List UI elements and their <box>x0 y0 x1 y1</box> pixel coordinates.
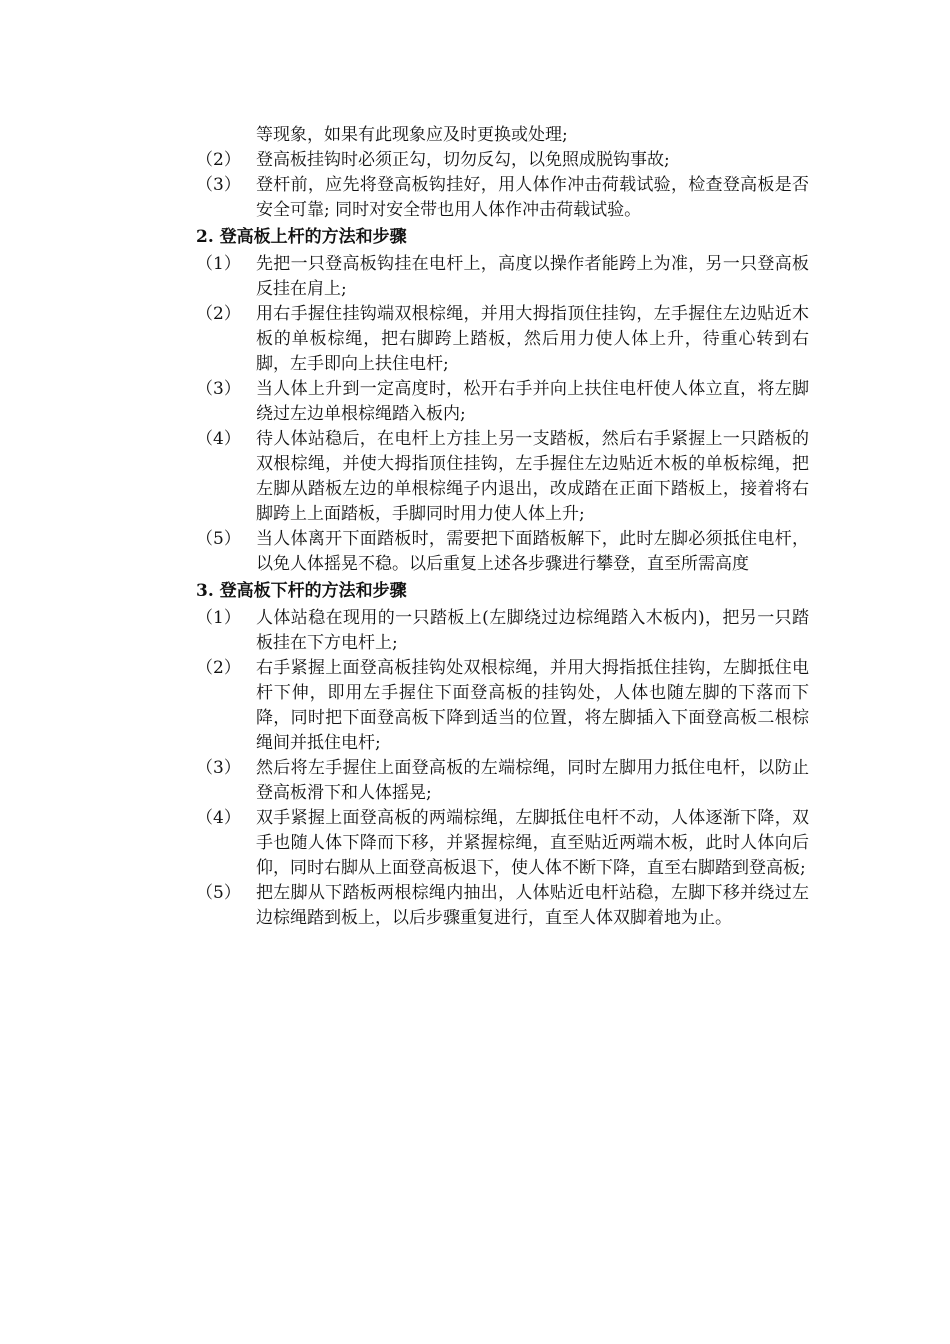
item-text: 然后将左手握住上面登高板的左端棕绳，同时左脚用力抵住电杆，以防止登高板滑下和人体摇晃; <box>256 758 809 803</box>
item-number: （2） <box>196 304 241 324</box>
item-number: （3） <box>196 379 241 399</box>
list-item <box>196 656 816 756</box>
item-text: 先把一只登高板钩挂在电杆上，高度以操作者能跨上为准，另一只登高板反挂在肩上; <box>256 254 809 299</box>
item-number: （1） <box>196 254 241 274</box>
section-heading-descend: 3. 登高板下杆的方法和步骤 <box>196 581 407 601</box>
item-text: 当人体上升到一定高度时，松开右手并向上扶住电杆使人体立直，将左脚绕过左边单根棕绳踏入板内; <box>256 379 809 424</box>
list-item <box>196 427 816 527</box>
item-number: （4） <box>196 808 241 828</box>
list-item <box>196 527 816 577</box>
item-number: （4） <box>196 429 241 449</box>
item-text: 待人体站稳后，在电杆上方挂上另一支踏板，然后右手紧握上一只踏板的双根棕绳，并使大拇指顶住挂钩，左手握住左边贴近木板的单板棕绳，把左脚从踏板左边的单根棕绳子内退出，改成踏在正面下踏板上，接着将右脚跨上上面踏板，手脚同时用力使人体上升; <box>256 429 809 524</box>
list-item <box>196 881 816 931</box>
item-text: 右手紧握上面登高板挂钩处双根棕绳，并用大拇指抵住挂钩，左脚抵住电杆下伸，即用左手握住下面登高板的挂钩处，人体也随左脚的下落而下降，同时把下面登高板下降到适当的位置，将左脚插入下面登高板二根棕绳间并抵住电杆; <box>256 658 809 753</box>
paragraph-continuation: 等现象，如果有此现象应及时更换或处理; <box>256 125 568 145</box>
list-item <box>196 606 816 656</box>
section-heading-ascend: 2. 登高板上杆的方法和步骤 <box>196 227 407 247</box>
item-text: 用右手握住挂钩端双根棕绳，并用大拇指顶住挂钩，左手握住左边贴近木板的单板棕绳，把右脚跨上踏板，然后用力使人体上升，待重心转到右脚，左手即向上扶住电杆; <box>256 304 809 374</box>
item-number: （5） <box>196 529 241 549</box>
item-number: （2） <box>196 658 241 678</box>
item-text: 登杆前，应先将登高板钩挂好，用人体作冲击荷载试验，检查登高板是否安全可靠; 同时对安全带也用人体作冲击荷载试验。 <box>256 175 809 220</box>
item-number: （3） <box>196 175 241 195</box>
list-item <box>196 173 816 223</box>
list-item <box>196 806 816 881</box>
item-number: （5） <box>196 883 241 903</box>
item-text: 把左脚从下踏板两根棕绳内抽出，人体贴近电杆站稳，左脚下移并绕过左边棕绳踏到板上，以后步骤重复进行，直至人体双脚着地为止。 <box>256 883 809 928</box>
list-item <box>196 252 816 302</box>
item-text: 当人体离开下面踏板时，需要把下面踏板解下，此时左脚必须抵住电杆，以免人体摇晃不稳。以后重复上述各步骤进行攀登，直至所需高度 <box>256 529 809 574</box>
list-item <box>196 756 816 806</box>
document-body <box>196 123 816 931</box>
item-text: 登高板挂钩时必须正勾，切勿反勾，以免照成脱钩事故; <box>256 150 670 170</box>
list-item <box>196 302 816 377</box>
item-number: （1） <box>196 608 241 628</box>
item-number: （2） <box>196 150 241 170</box>
list-item <box>196 377 816 427</box>
item-text: 人体站稳在现用的一只踏板上(左脚绕过边棕绳踏入木板内)，把另一只踏板挂在下方电杆上; <box>256 608 809 653</box>
list-item <box>196 148 816 173</box>
item-text: 双手紧握上面登高板的两端棕绳，左脚抵住电杆不动，人体逐渐下降，双手也随人体下降而下移，并紧握棕绳，直至贴近两端木板，此时人体向后仰，同时右脚从上面登高板退下，使人体不断下降，直至右脚踏到登高板; <box>256 808 809 878</box>
item-number: （3） <box>196 758 241 778</box>
